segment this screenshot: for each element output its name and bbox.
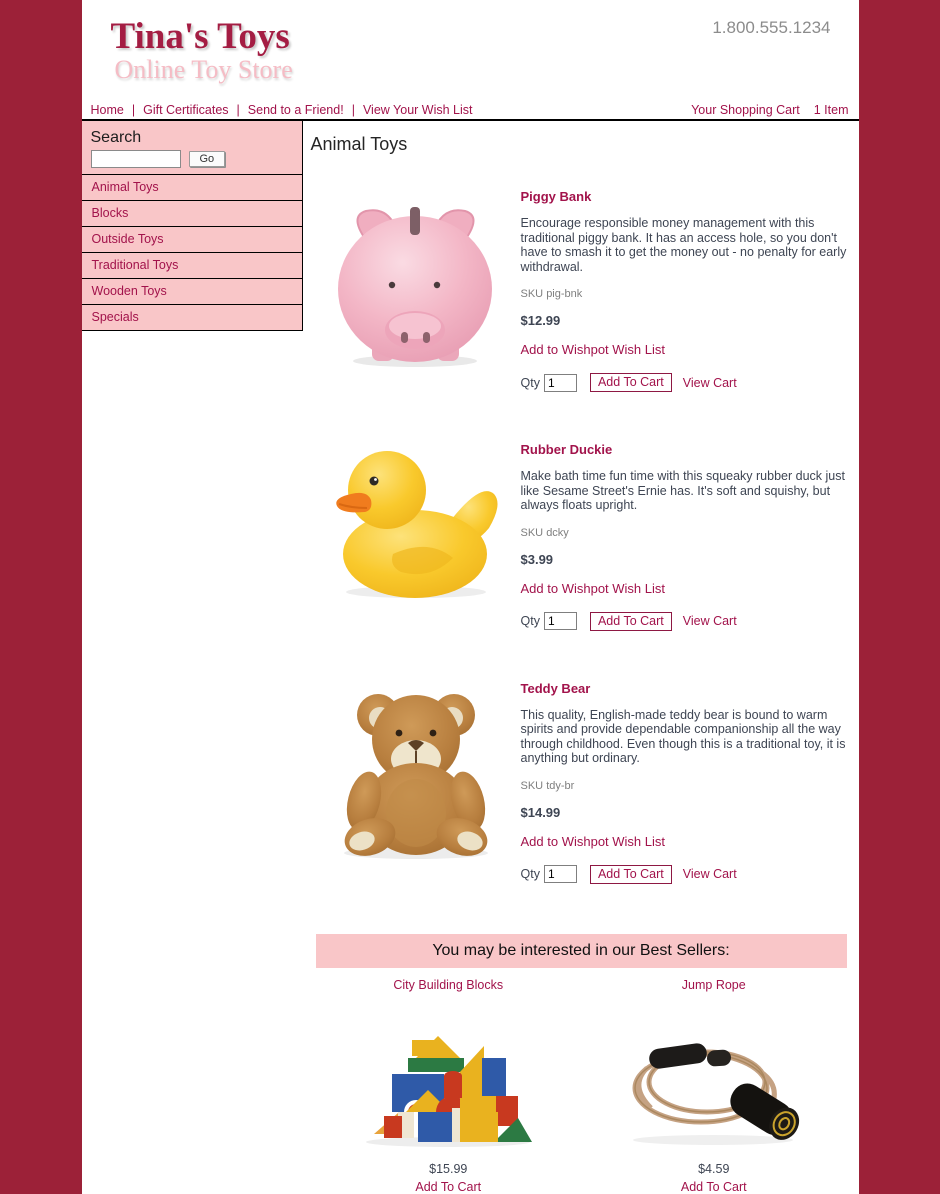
sidebar-item-outside-toys[interactable]: Outside Toys: [82, 226, 302, 252]
nav-separator: |: [236, 102, 240, 117]
product-row-piggy-bank: [311, 189, 859, 392]
best-seller-add-to-cart-link[interactable]: Add To Cart: [415, 1179, 482, 1194]
product-description: This quality, English-made teddy bear is bound to warm spirits and provide dependable companionship all the way through childhood. Even though this is a traditional toy, it is anything but ordinary.: [520, 707, 846, 765]
header: [82, 0, 859, 100]
best-sellers-banner: You may be interested in our Best Sellers:: [316, 934, 847, 968]
shopping-cart-link[interactable]: Your Shopping Cart: [691, 102, 800, 117]
logo-title: Tina's Toys: [110, 16, 290, 57]
product-price: $3.99: [520, 551, 554, 567]
search-input[interactable]: [91, 150, 181, 168]
nav-separator: |: [131, 102, 136, 117]
qty-input[interactable]: [544, 612, 577, 630]
sidebar-item-wooden-toys[interactable]: Wooden Toys: [82, 278, 302, 304]
product-sku: SKU tdy-br: [520, 779, 575, 792]
qty-label: Qty: [520, 375, 540, 390]
nav-separator: |: [351, 102, 355, 117]
logo-subtitle: Online Toy Store: [114, 54, 293, 84]
qty-input[interactable]: [544, 374, 577, 392]
product-sku: SKU dcky: [520, 526, 569, 539]
cart-item-count: 1 Item: [813, 102, 849, 117]
sidebar: [82, 121, 303, 331]
add-to-wishlist-link[interactable]: Add to Wishpot Wish List: [520, 833, 665, 849]
product-price: $14.99: [520, 804, 561, 820]
nav-link-gift-certificates[interactable]: Gift Certificates: [143, 102, 229, 117]
sidebar-item-blocks[interactable]: Blocks: [82, 200, 302, 226]
best-seller-price: $15.99: [429, 1161, 468, 1176]
product-price: $12.99: [520, 313, 561, 328]
sidebar-item-traditional-toys[interactable]: Traditional Toys: [82, 252, 302, 278]
phone-number: 1.800.555.1234: [712, 18, 831, 37]
best-seller-city-building-blocks: [316, 978, 582, 1194]
content: [82, 121, 859, 1194]
page-container: [82, 0, 859, 1194]
nav-link-home[interactable]: Home: [90, 102, 124, 117]
search-label: Search: [90, 129, 142, 146]
best-seller-add-to-cart-link[interactable]: Add To Cart: [680, 1179, 747, 1194]
best-sellers-section: [316, 934, 847, 1194]
main-area: [303, 121, 859, 1194]
best-seller-name-link[interactable]: Jump Rope: [681, 977, 746, 992]
sidebar-item-specials[interactable]: Specials: [82, 304, 302, 330]
add-to-cart-button[interactable]: Add To Cart: [590, 865, 672, 884]
product-title[interactable]: Rubber Duckie: [520, 442, 613, 457]
product-title[interactable]: Piggy Bank: [520, 189, 592, 204]
rubber-duckie-image: [331, 442, 501, 602]
nav-links: [91, 103, 473, 117]
qty-input[interactable]: [544, 865, 577, 883]
product-title[interactable]: Teddy Bear: [520, 680, 591, 696]
add-to-cart-button[interactable]: Add To Cart: [590, 612, 672, 631]
store-logo[interactable]: [111, 18, 293, 83]
jump-rope-image: [621, 1016, 806, 1148]
nav-link-wish-list[interactable]: View Your Wish List: [362, 102, 473, 117]
view-cart-link[interactable]: View Cart: [682, 375, 737, 390]
best-seller-price: $4.59: [698, 1161, 730, 1176]
product-description: Encourage responsible money management with this traditional piggy bank. It has an access hole, so you don't have to smash it to get the money out - no penalty for early withdrawal.: [520, 216, 847, 274]
add-to-wishlist-link[interactable]: Add to Wishpot Wish List: [520, 580, 665, 596]
product-row-rubber-duckie: [311, 442, 859, 631]
view-cart-link[interactable]: View Cart: [682, 867, 737, 881]
search-area: [82, 121, 302, 174]
piggy-bank-image: [324, 189, 507, 372]
best-seller-name-link[interactable]: City Building Blocks: [393, 977, 504, 992]
building-blocks-image: [356, 1016, 541, 1148]
add-to-wishlist-link[interactable]: Add to Wishpot Wish List: [520, 342, 665, 357]
page-title: Animal Toys: [310, 134, 408, 154]
product-sku: SKU pig-bnk: [520, 288, 583, 300]
add-to-cart-button[interactable]: Add To Cart: [590, 373, 672, 392]
qty-label: Qty: [520, 614, 540, 628]
nav-link-send-to-friend[interactable]: Send to a Friend!: [247, 102, 344, 117]
product-row-teddy-bear: [311, 681, 859, 884]
main-nav: [82, 100, 859, 121]
qty-label: Qty: [520, 867, 540, 881]
product-description: Make bath time fun time with this squeaky rubber duck just like Sesame Street's Ernie has. It's soft and squishy, but always floats upright.: [520, 469, 845, 512]
best-seller-jump-rope: [581, 978, 847, 1194]
product-list: [311, 189, 859, 884]
view-cart-link[interactable]: View Cart: [682, 614, 737, 628]
search-go-button[interactable]: Go: [189, 151, 226, 167]
sidebar-item-animal-toys[interactable]: Animal Toys: [82, 174, 302, 200]
cart-area: [691, 103, 848, 117]
teddy-bear-image: [326, 681, 506, 859]
